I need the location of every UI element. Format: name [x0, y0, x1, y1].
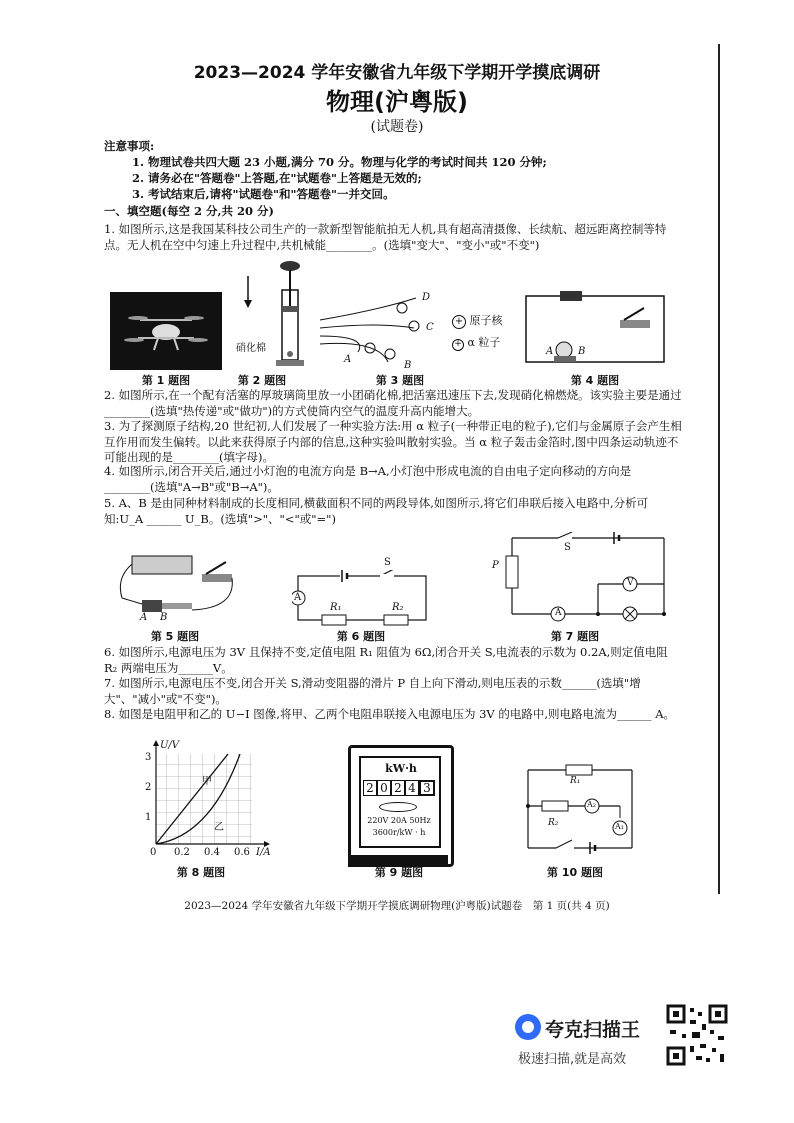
parallel-circuit-figure: [520, 760, 640, 856]
label-D: D: [422, 292, 431, 303]
rheostat-circuit-figure: [488, 532, 668, 624]
paper-type: (试题卷): [370, 119, 424, 135]
note-item: 1. 物理试卷共四大题 23 小题,满分 70 分。物理与化学的考试时间共 120 分钟;: [132, 155, 547, 169]
meter-spec2: 3600r/kW · h: [372, 828, 426, 837]
caption-fig1: 第 1 题图: [141, 374, 191, 387]
legend-nucleus: + 原子核: [452, 312, 503, 329]
caption-fig10: 第 10 题图: [547, 866, 603, 879]
graph-xlabel: I/A: [256, 847, 271, 858]
caption-fig5: 第 5 题图: [150, 630, 200, 643]
fig5-label-A: A: [140, 612, 148, 623]
graph-label-jia: 甲: [202, 776, 212, 787]
fig10-A1: A₁: [615, 822, 624, 831]
alpha-scattering-figure: [318, 290, 438, 370]
question-8: 8. 如图是电阻甲和乙的 U−I 图像,将甲、乙两个电阻串联接入电源电压为 3V 的电路中,则电路电流为______ A。: [104, 707, 676, 721]
caption-fig4: 第 4 题图: [570, 374, 620, 387]
question-6: 6. 如图所示,电源电压为 3V 且保持不变,定值电阻 R₁ 阻值为 6Ω,闭合开关 S,电流表的示数为 0.2A,则定值电阻 R₂ 两端电压为______V。: [104, 645, 668, 675]
question-2: 2. 如图所示,在一个配有活塞的厚玻璃筒里放一小团硝化棉,把活塞迅速压下去,发现硝化棉燃烧。该实验主要是通过________(选填"热传递"或"做功")的方式使筒内空气的温度升高内能增大。: [104, 388, 682, 418]
section-heading: 一、填空题(每空 2 分,共 20 分): [104, 204, 274, 218]
label-B: B: [404, 360, 412, 371]
meter-unit: kW·h: [385, 762, 417, 775]
scanner-logo-icon: [515, 1014, 541, 1040]
fig5-label-B: B: [160, 612, 168, 623]
label-A: A: [344, 354, 352, 365]
bulb-circuit-figure: [520, 290, 670, 370]
question-3: 3. 为了探测原子结构,20 世纪初,人们发展了一种实验方法:用 α 粒子(一种带正电的粒子),它们与金属原子会产生相互作用而发生偏转。以此来获得原子内部的信息,这种实验叫散射实验。当 α 粒子轰击金箔时,图中四条运动轨迹不可能出现的是________(填字母)。: [104, 419, 682, 464]
fig6-ammeter: A: [294, 592, 302, 603]
legend-alpha: + α 粒子: [452, 334, 500, 351]
meter-digits: [363, 780, 435, 796]
electric-meter: [348, 745, 454, 867]
graph-xtick: 0: [150, 847, 157, 858]
legend-alpha-label: α 粒子: [467, 336, 501, 349]
label-C: C: [426, 322, 434, 333]
graph-ytick: 3: [145, 752, 152, 763]
scanner-brand: 夸克扫描王: [545, 1019, 641, 1041]
caption-fig7: 第 7 题图: [550, 630, 600, 643]
fig6-label-R2: R₂: [392, 602, 404, 613]
fig6-label-S: S: [384, 557, 391, 568]
caption-fig3: 第 3 题图: [375, 374, 425, 387]
graph-xtick: 0.6: [234, 847, 250, 858]
graph-ytick: 2: [145, 782, 152, 793]
conductor-figure: [112, 548, 242, 628]
page-footer: 2023—2024 学年安徽省九年级下学期开学摸底调研物理(沪粤版)试题卷 第 1 页(共 4 页): [184, 900, 610, 912]
graph-xtick: 0.2: [174, 847, 190, 858]
fig7-ammeter: A: [555, 608, 562, 618]
graph-label-yi: 乙: [214, 822, 224, 833]
question-5: 5. A、B 是由同种材料制成的长度相同,横截面积不同的两段导体,如图所示,将它们串联后接入电路中,分析可知:U_A ______ U_B。(选填">"、"<"或"="): [104, 496, 649, 526]
caption-fig9: 第 9 题图: [374, 866, 424, 879]
series-circuit-figure: [292, 570, 432, 626]
fig6-label-R1: R₁: [330, 602, 342, 613]
question-4: 4. 如图所示,闭合开关后,通过小灯泡的电流方向是 B→A,小灯泡中形成电流的自由电子定向移动的方向是________(选填"A→B"或"B→A")。: [104, 464, 632, 494]
fig7-label-S: S: [564, 542, 571, 553]
meter-digit: 3: [419, 780, 435, 796]
fig7-voltmeter: V: [627, 578, 634, 588]
fig4-label-A: A: [546, 346, 554, 357]
drone-photo: [110, 292, 222, 370]
caption-fig6: 第 6 题图: [336, 630, 386, 643]
note-item: 3. 考试结束后,请将"试题卷"和"答题卷"一并交回。: [132, 187, 395, 201]
meter-digit: 0: [377, 780, 391, 796]
scanner-slogan: 极速扫描,就是高效: [518, 1052, 627, 1067]
margin-line: [718, 44, 720, 894]
qr-code-icon: [666, 1004, 728, 1066]
fig10-label-R1: R₁: [570, 776, 581, 786]
note-item: 2. 请务必在"答题卷"上答题,在"试题卷"上答题是无效的;: [132, 171, 422, 185]
caption-fig8: 第 8 题图: [176, 866, 226, 879]
nitro-label: 硝化棉: [236, 343, 266, 354]
graph-ytick: 1: [145, 812, 152, 823]
notes-heading: 注意事项:: [104, 139, 155, 153]
notes-block: [104, 138, 664, 202]
fig10-label-R2: R₂: [548, 818, 559, 828]
question-1: 1. 如图所示,这是我国某科技公司生产的一款新型智能航拍无人机,具有超高清摄像、长续航、超远距离控制等特点。无人机在空中匀速上升过程中,共机械能________。(选填"变大"、"变小"或"不变"): [104, 222, 667, 252]
fig10-A2: A₂: [587, 800, 596, 809]
subject-title: 物理(沪粤版): [326, 88, 468, 116]
meter-digit: 2: [363, 780, 377, 796]
meter-digit: 4: [405, 780, 419, 796]
fig7-label-P: P: [492, 560, 499, 571]
legend-nucleus-label: 原子核: [469, 314, 503, 327]
ui-graph: [130, 740, 280, 858]
graph-ylabel: U/V: [160, 740, 180, 751]
meter-digit: 2: [391, 780, 405, 796]
fig4-label-B: B: [578, 346, 586, 357]
question-7: 7. 如图所示,电源电压不变,闭合开关 S,滑动变阻器的滑片 P 自上向下滑动,则电压表的示数______(选填"增大"、"减小"或"不变")。: [104, 676, 641, 706]
caption-fig2: 第 2 题图: [237, 374, 287, 387]
meter-disc: [379, 802, 417, 812]
graph-xtick: 0.4: [204, 847, 220, 858]
meter-spec1: 220V 20A 50Hz: [367, 816, 431, 825]
exam-title: 2023—2024 学年安徽省九年级下学期开学摸底调研: [193, 63, 601, 83]
